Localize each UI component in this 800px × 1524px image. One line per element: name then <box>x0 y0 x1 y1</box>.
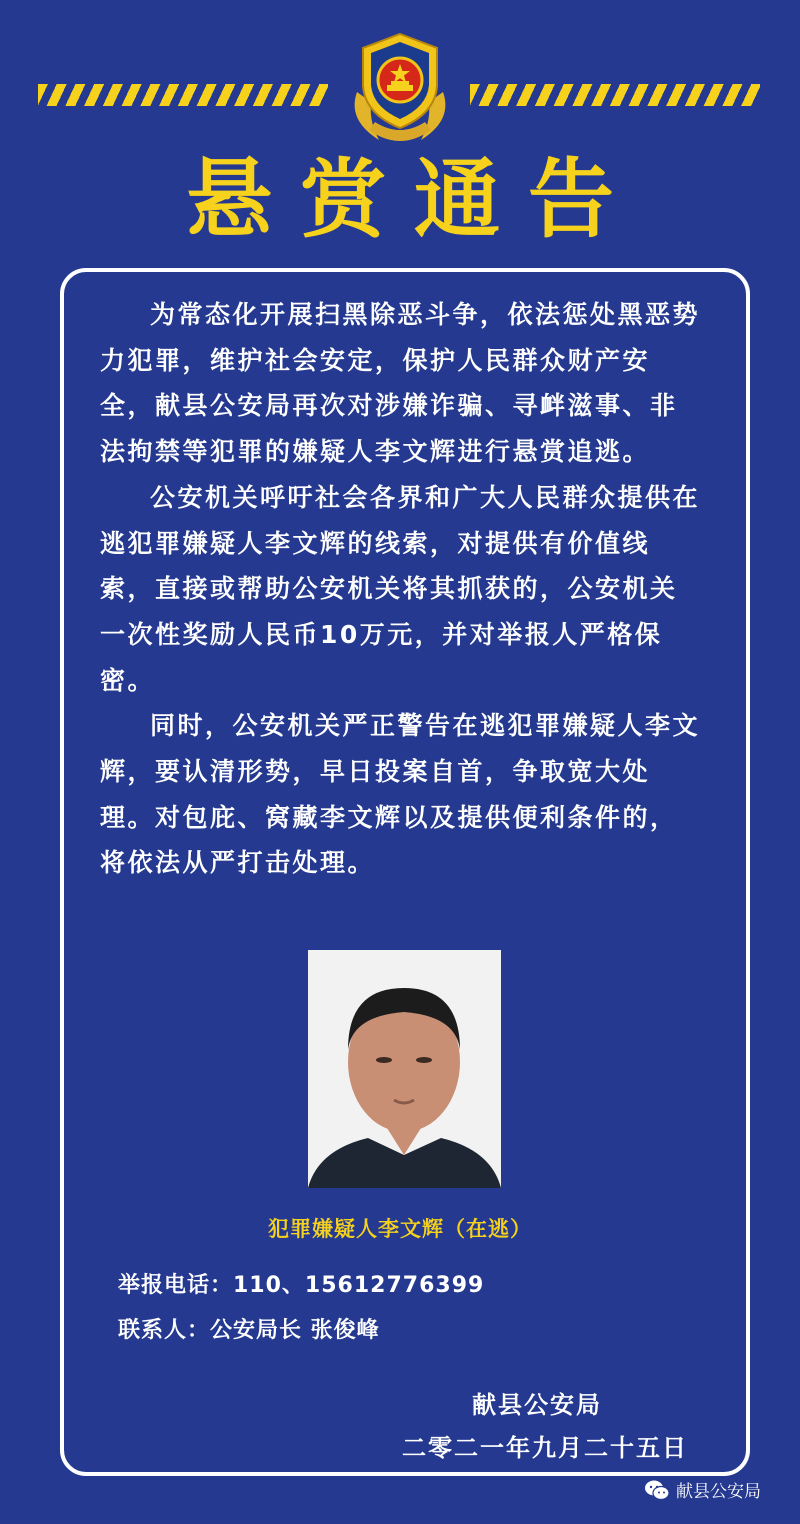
report-phone: 举报电话：110、15612776399 <box>118 1273 485 1298</box>
notice-paragraph: 公安机关呼吁社会各界和广大人民群众提供在逃犯罪嫌疑人李文辉的线索，对提供有价值线索，直接或帮助公安机关将其抓获的，公安机关一次性奖励人民币10万元，并对举报人严格保密。 <box>100 482 701 695</box>
notice-paragraph: 为常态化开展扫黑除恶斗争，依法惩处黑恶势力犯罪，维护社会安定，保护人民群众财产安全，献县公安局再次对涉嫌诈骗、寻衅滋事、非法拘禁等犯罪的嫌疑人李文辉进行悬赏追逃。 <box>100 300 701 467</box>
police-badge-icon <box>339 30 461 148</box>
watermark-text: 献县公安局 <box>676 1482 761 1502</box>
wechat-watermark <box>644 1477 761 1502</box>
wechat-icon <box>644 1479 670 1501</box>
contact-person: 联系人：公安局长 张俊峰 <box>118 1318 380 1343</box>
issuing-authority: 献县公安局 <box>472 1391 602 1419</box>
notice-paragraph: 同时，公安机关严正警告在逃犯罪嫌疑人李文辉，要认清形势，早日投案自首，争取宽大处理。对包庇、窝藏李文辉以及提供便利条件的，将依法从严打击处理。 <box>100 711 701 878</box>
issue-date: 二零二一年九月二十五日 <box>402 1434 688 1462</box>
page-title: 悬赏通告 <box>186 150 642 250</box>
notice-body <box>100 292 700 886</box>
right-header-stripe <box>470 84 760 106</box>
suspect-caption: 犯罪嫌疑人李文辉（在逃） <box>268 1217 532 1241</box>
left-header-stripe <box>38 84 328 106</box>
suspect-photo <box>308 950 501 1188</box>
